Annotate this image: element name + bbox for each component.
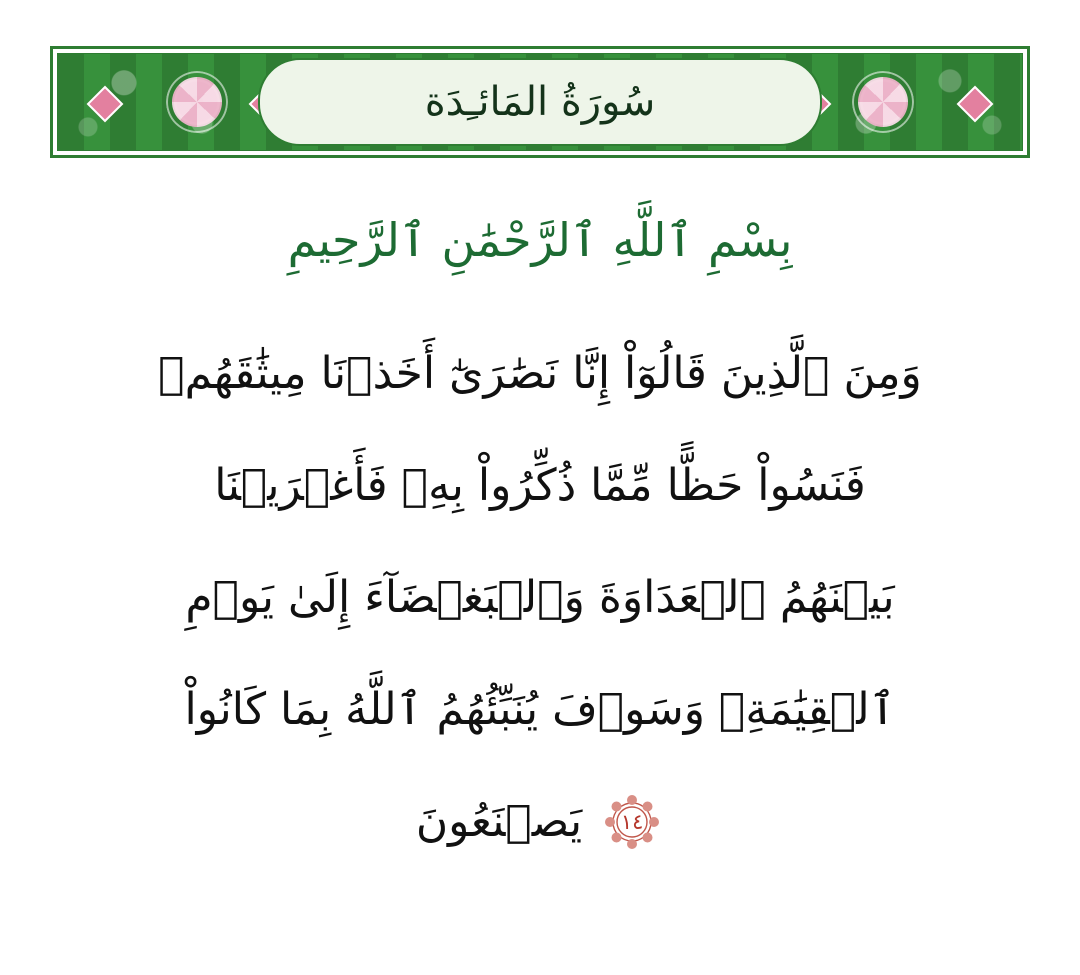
surah-header-band — [50, 46, 1030, 158]
surah-band-ornament — [57, 53, 1023, 151]
basmala-text: بِسْمِ ٱللَّهِ ٱلرَّحْمَٰنِ ٱلرَّحِيمِ — [287, 213, 793, 267]
surah-title-cartouche — [258, 58, 822, 146]
surah-title: سُورَةُ المَائـِدَة — [424, 79, 656, 125]
ayah-line: بَيۡنَهُمُ ٱلۡعَدَاوَةَ وَٱلۡبَغۡضَآءَ إِلَىٰ يَوۡمِ — [185, 572, 895, 623]
diamond-ornament-icon — [957, 86, 994, 123]
ayah-line-text: يَصۡنَعُونَ — [415, 796, 583, 847]
ayah-line: ٱلۡقِيَٰمَةِۚ وَسَوۡفَ يُنَبِّئُهُمُ ٱللَّهُ بِمَا كَانُواْ — [184, 684, 896, 735]
ayah-number: ١٤ — [620, 809, 644, 834]
floral-rosette-icon — [166, 71, 228, 133]
ayah-line: فَنَسُواْ حَظًّا مِّمَّا ذُكِّرُواْ بِهِۦ فَأَغۡرَيۡنَا — [214, 460, 866, 511]
ayah-number-medallion-icon — [600, 790, 664, 854]
ayah-line: وَمِنَ ٱلَّذِينَ قَالُوٓاْ إِنَّا نَصَٰرَىٰٓ أَخَذۡنَا مِيثَٰقَهُمۡ — [158, 348, 922, 399]
diamond-ornament-icon — [87, 86, 124, 123]
floral-rosette-icon — [852, 71, 914, 133]
ayah-line-final — [40, 766, 1040, 878]
ayah-text-block — [40, 318, 1040, 878]
